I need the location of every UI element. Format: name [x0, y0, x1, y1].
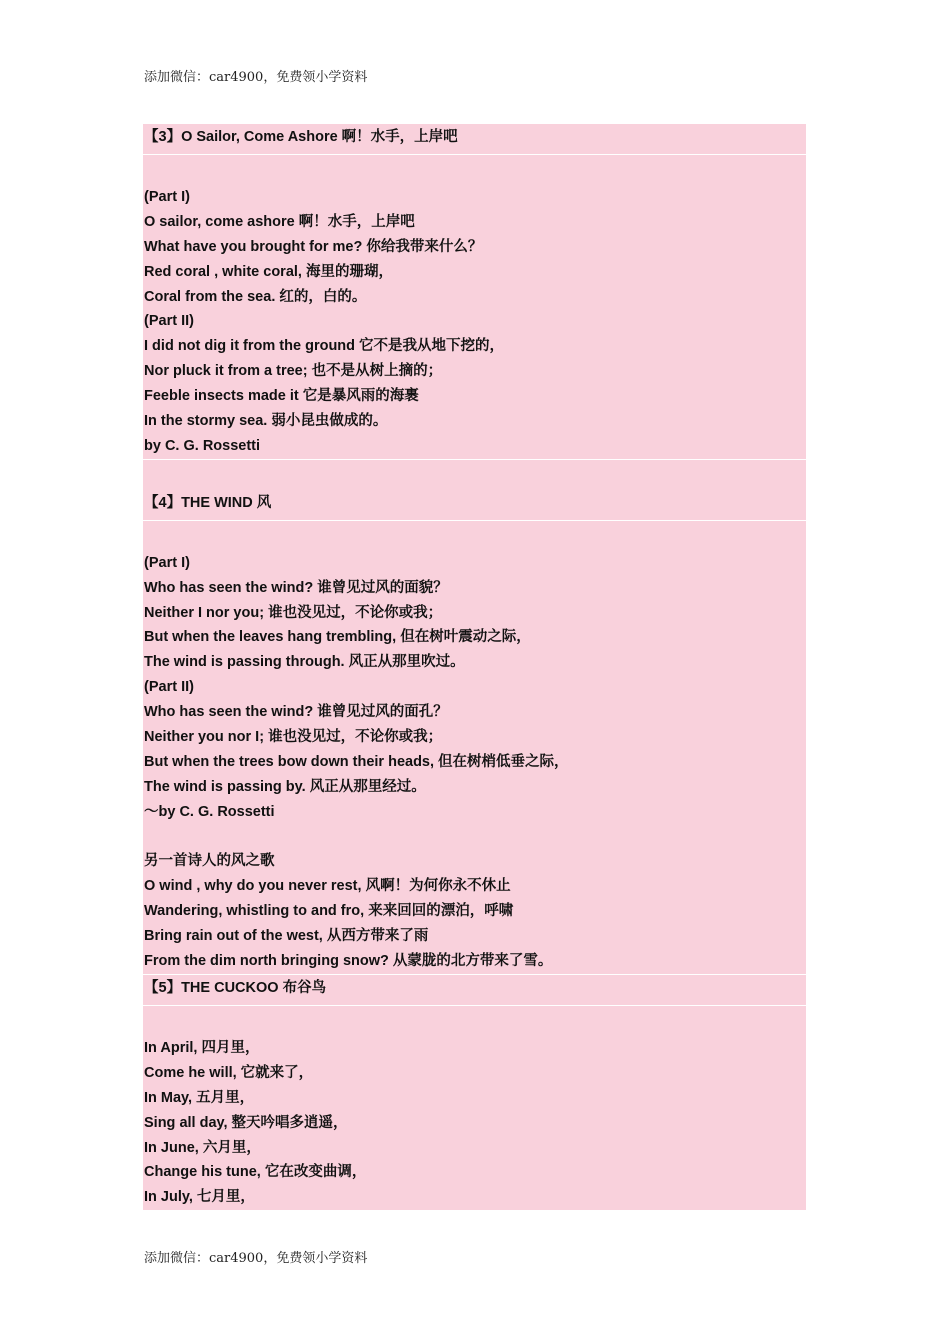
poem-5-title: 【5】THE CUCKOO 布谷鸟 [144, 979, 327, 996]
poem-5-title-block [143, 975, 806, 1005]
poem-line: (Part II) [144, 313, 194, 330]
poem-line: Bring rain out of the west, 从西方带来了雨 [144, 928, 429, 945]
poem-subtitle: 另一首诗人的风之歌 [144, 853, 275, 870]
poem-line: Who has seen the wind? 谁曾见过风的面孔？ [144, 704, 448, 721]
poem-line: I did not dig it from the ground 它不是我从地下挖的， [144, 338, 505, 355]
spacer [143, 155, 806, 185]
poem-line: In June, 六月里， [144, 1139, 261, 1156]
spacer [143, 521, 806, 551]
poem-3-title: 【3】O Sailor, Come Ashore 啊！水手，上岸吧 [144, 129, 458, 145]
poem-5-body [143, 1006, 806, 1210]
poem-line: (Part II) [144, 679, 194, 696]
poem-line: (Part I) [144, 189, 190, 205]
poem-line: From the dim north bringing snow? 从蒙胧的北方带来了雪。 [144, 953, 553, 970]
poem-line: Wandering, whistling to and fro, 来来回回的漂泊，呼啸 [144, 903, 514, 920]
poem-line: Coral from the sea. 红的，白的。 [144, 288, 367, 305]
poem-4-body [143, 521, 806, 974]
poem-3-body [143, 155, 806, 459]
document-body [143, 124, 806, 1210]
blank-line [143, 825, 806, 850]
poem-line: (Part I) [144, 554, 190, 571]
poem-author: by C. G. Rossetti [144, 437, 261, 454]
poem-line: Feeble insects made it 它是暴风雨的海裹 [144, 388, 419, 405]
poem-line: In July, 七月里， [144, 1189, 255, 1206]
poem-line: Who has seen the wind? 谁曾见过风的面貌？ [144, 579, 448, 596]
poem-4-title-block [143, 460, 806, 520]
poem-line: In the stormy sea. 弱小昆虫做成的。 [144, 413, 388, 430]
poem-line: The wind is passing by. 风正从那里经过。 [144, 778, 426, 795]
poem-3-title-block [143, 124, 806, 154]
poem-line: O sailor, come ashore 啊！水手，上岸吧 [144, 213, 415, 230]
poem-line: But when the leaves hang trembling, 但在树叶震动之际， [144, 629, 531, 646]
poem-line: What have you brought for me? 你给我带来什么？ [144, 238, 483, 255]
poem-line: Neither you nor I; 谁也没见过，不论你或我； [144, 729, 443, 746]
page-footer: 添加微信：car4900，免费领小学资料 [144, 1251, 368, 1266]
poem-line: Red coral , white coral, 海里的珊瑚， [144, 263, 393, 280]
page-header: 添加微信：car4900，免费领小学资料 [144, 70, 368, 85]
poem-line: Sing all day, 整天吟唱多逍遥， [144, 1114, 348, 1131]
poem-line: The wind is passing through. 风正从那里吹过。 [144, 654, 465, 671]
poem-line: Change his tune, 它在改变曲调， [144, 1164, 367, 1181]
poem-author: ～by C. G. Rossetti [144, 803, 275, 820]
spacer [143, 1006, 806, 1036]
poem-line: Nor pluck it from a tree; 也不是从树上摘的； [144, 363, 443, 380]
poem-4-title: 【4】THE WIND 风 [144, 494, 272, 511]
poem-line: O wind , why do you never rest, 风啊！为何你永不休止 [144, 878, 511, 895]
poem-line: Come he will, 它就来了， [144, 1064, 314, 1081]
poem-line: But when the trees bow down their heads, 但在树梢低垂之际， [144, 753, 569, 770]
poem-line: In May, 五月里， [144, 1089, 255, 1106]
spacer [143, 460, 806, 490]
poem-line: In April, 四月里， [144, 1039, 260, 1056]
poem-line: Neither I nor you; 谁也没见过，不论你或我； [144, 604, 443, 621]
